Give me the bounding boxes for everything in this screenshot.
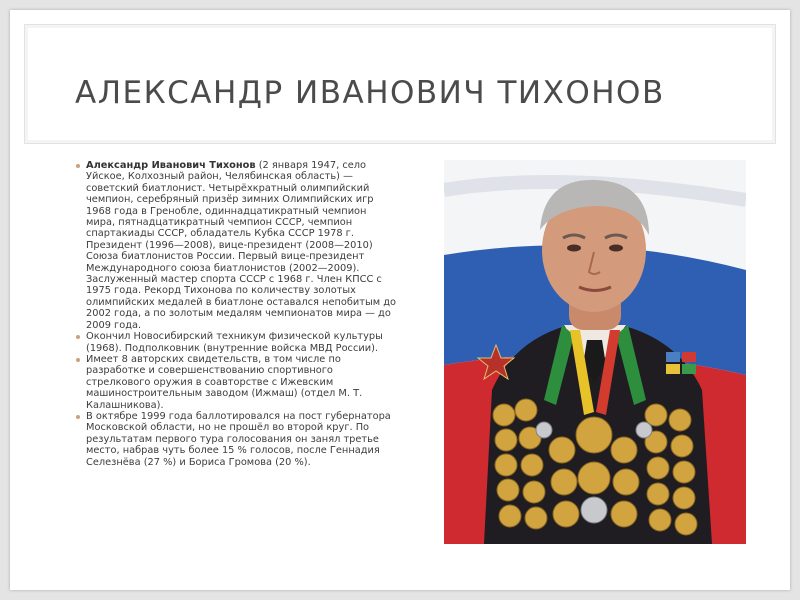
bullet-item-1: [76, 160, 396, 331]
bullet-list: [76, 160, 396, 468]
slide: [10, 10, 790, 590]
bullet-item-3-text: Имеет 8 авторских свидетельств, в том числе по разработке и совершенствованию спортивного стрелкового оружия в соавторстве с Ижевским машиностроительным заводом (Ижмаш) (отдел М. Т. Калашникова).: [86, 353, 363, 411]
bullet-item-4: [76, 411, 396, 468]
title-frame: [24, 24, 776, 144]
bullet-item-1-name: Александр Иванович Тихонов: [86, 160, 256, 171]
bullet-item-2: [76, 331, 396, 354]
slide-title: АЛЕКСАНДР ИВАНОВИЧ ТИХОНОВ: [75, 75, 665, 111]
portrait-photo-icon: [444, 160, 746, 544]
bullet-item-4-text: В октябре 1999 года баллотировался на пост губернатора Московской области, но не прошёл во второй круг. По результатам первого тура голосования он занял третье место, набрав чуть более 15 % голосов, после Геннадия Селезнёва (27 %) и Бориса Громова (20 %).: [86, 410, 391, 468]
bullet-item-3: [76, 354, 396, 411]
bullet-item-2-text: Окончил Новосибирский техникум физической культуры (1968). Подполковник (внутренние войска МВД России).: [86, 331, 383, 354]
bullet-item-1-text: (2 января 1947, село Уйское, Колхозный район, Челябинская область) — советский биатлонист. Четырёхкратный олимпийский чемпион, серебряный призёр зимних Олимпийских игр 1968 года в Гренобле, одиннадцатикратный чемпион мира, пятнадцатикратный чемпион СССР, чемпион спартакиады СССР, обладатель Кубка СССР 1978 г. Президент (1996—2008), вице-президент (2008—2010) Союза биатлонистов России. Первый вице-президент Международного союза биатлонистов (2002—2009). Заслуженный мастер спорта СССР с 1968 г. Член КПСС с 1975 года. Рекорд Тихонова по количеству золотых олимпийских медалей в биатлоне оставался непобитым до 2002 года, а по золотым медалям чемпионатов мира — до 2009 года.: [86, 160, 396, 331]
